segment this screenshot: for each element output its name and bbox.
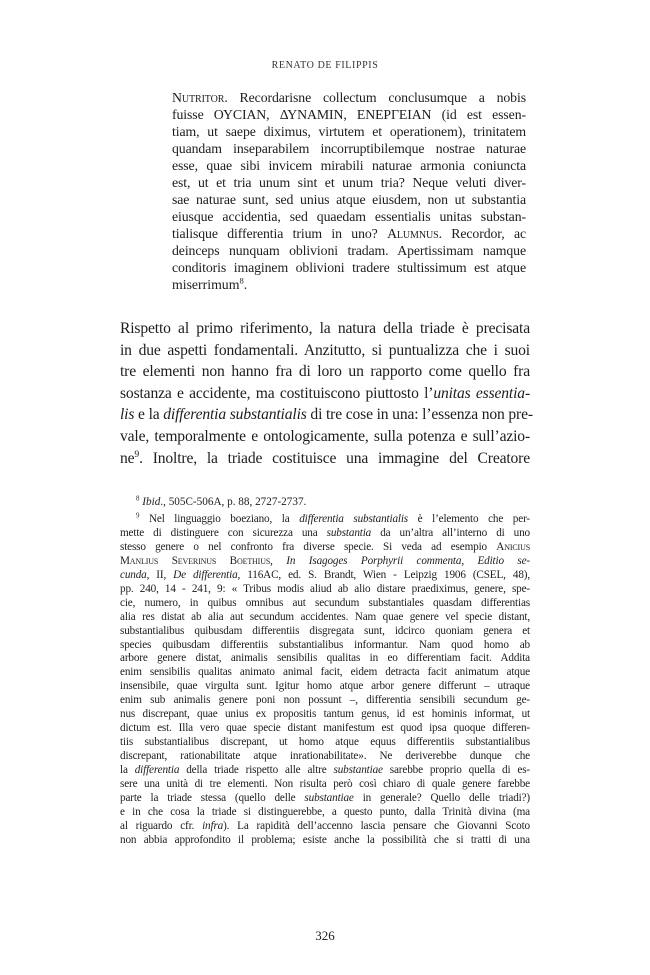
footnote-9-line: enim sensibilis qualitas animato animal facit, eidem detracta facit animatum atque [120, 666, 530, 679]
footnote-9-line: $^9$ Nel linguaggio boeziano, la differentia substantialis è l’elemento che per- [136, 511, 530, 525]
footnote-number: 9 [136, 511, 140, 520]
footnote-9-line: Manlius Severinus Boethius, In Isagoges Porphyrii commenta, Editio se- [120, 554, 531, 567]
footnote-ref[interactable]: 8 [239, 275, 244, 286]
footnote-9-line: discrepant, rationabilitate atque inrationabilitate». Ne deriverebbe dunque che [120, 750, 530, 763]
footnote-9-line: sere una unità di tre elementi. Non risulta però così chiaro di quale genere farebbe [120, 778, 530, 791]
footnote-9-line: dictum est. Illa vero quae specie distant manifestum est quod ipsa quoque differen- [120, 722, 530, 735]
quote-line: tiam, ut saepe diximus, virtutem et operationem), trinitatem [172, 124, 526, 139]
footnote-9-line: e in che cosa la triade si distinguerebbe, a questo punto, dalla Trinità divina (ma [120, 805, 530, 818]
footnote-9-line: insensibile, quae virgulta sunt. Igitur homo atque arbor genere differunt – utraque [120, 680, 530, 693]
footnote-9-line: tiis substantialibus discrepant, ut homo atque equus differentiis substantialibus [120, 736, 530, 749]
body-line: Rispetto al primo riferimento, la natura della triade è precisata [120, 320, 530, 337]
footnote-9-line: enim sub animalis genere poni non possunt –, differentia sensibili secundum ge- [120, 694, 530, 707]
footnote-9-line: arbore genere distat, animalis sensibilis qualitas in eo differentiam facit. Addita [120, 652, 530, 665]
quote-line: fuisse ΟΥCIAN, ΔΥΝΑΜΙΝ, ΕΝΕΡΓΕΙΑΝ (id est essen- [172, 107, 526, 122]
body-line: lis e la differentia substantialis di tre cose in una: l’essenza non pre- [120, 406, 533, 424]
running-head: RENATO DE FILIPPIS [271, 60, 379, 71]
footnote-9-line: parte la triade stessa (quello delle substantiae in generale? Quello delle triadi?) [120, 792, 530, 805]
body-line: tre elementi non hanno fra di loro un rapporto come quello fra [120, 363, 530, 381]
speaker-name: Nutritor [172, 90, 225, 105]
footnote-9-line: al riguardo cfr. infra). La rapidità dell’accenno lascia pensare che Giovanni Scoto [120, 819, 530, 832]
body-line: vale, temporalmente e ontologicamente, sulla potenza e sull’azio- [120, 427, 530, 445]
footnote-9-line: mette di distinguere con sicurezza una substantia da un’altra all’interno di uno [120, 526, 530, 539]
footnote-9-line: species quibusdam differentiis substantialibus informantur. Nam quod homo ab [120, 638, 530, 651]
quote-line: eiusque accidentia, sed quaedam essentialis unitas substan- [172, 209, 526, 224]
page-number: 326 [315, 928, 335, 943]
body-line: in due aspetti fondamentali. Anzitutto, si puntualizza che i suoi [120, 341, 530, 359]
body-line: $ne^9$. Inoltre, la triade costituisce una immagine del Creatore [120, 448, 530, 467]
footnote-9-line: non abbia approfondito il problema; esiste anche la possibilità che si tratti di una [120, 833, 530, 846]
quote-line: quandam inseparabilem incorruptibilemque nostrae naturae [172, 141, 526, 156]
footnote-8: $^8$ Ibid., 505C-506A, p. 88, 2727-2737. [136, 494, 307, 508]
quote-line: est, ut et tria unum sint et unum tria? Neque veluti diver- [172, 175, 526, 190]
footnote-9-line: cunda, II, De differentia, 116AC, ed. S. Brandt, Wien - Leipzig 1906 (CSEL, 48), [120, 568, 530, 581]
footnote-9-line: la differentia della triade rispetto alle altre substantiae sarebbe proprio quella di es- [120, 764, 530, 777]
footnotes [120, 496, 530, 848]
quote-line: deinceps nunquam oblivioni tradam. Apertissimam namque [172, 243, 526, 258]
quote-line: tialisque differentia trium in uno? Alumnus. Recordor, ac [172, 226, 526, 241]
quote-line: conditoris imaginem oblivioni tradere stultissimum est atque [172, 260, 526, 275]
quote-line: Nutritor. Recordarisne collectum conclusumque a nobis [172, 90, 526, 105]
body-paragraph [120, 318, 533, 469]
footnote-9-line: cie, numero, in quibus omnibus aut secundum substantiales quasdam differentias [120, 596, 530, 609]
latin-quotation [172, 89, 526, 293]
quote-line: sae naturae sunt, sed unius atque eiusdem, non ut substantia [172, 192, 526, 207]
quote-line: esse, quae sibi invicem mirabili naturae armonia coniuncta [172, 158, 526, 173]
footnote-ref[interactable]: 9 [134, 448, 140, 460]
footnote-9-line: alia res distat ab alia aut secundum accidentes. Nam quae genere vel specie distant, [120, 610, 530, 623]
speaker-name: Alumnus [387, 226, 439, 241]
footnote-9-line: pp. 240, 14 - 241, 9: « Tribus modis aliud ab alio distare praediximus, genere, spe- [120, 582, 530, 595]
footnote-9-line: substantialibus quibusdam differentiis disgregata sunt, idcirco quoniam genera et [120, 624, 530, 637]
footnote-9-line: stesso genere o nel confronto fra diverse specie. Si veda ad esempio Anicius [120, 540, 530, 553]
footnote-number: 8 [136, 494, 140, 503]
footnote-9-line: nus discrepant, quae unius ex propositis tantum genus, id est hominis informat, ut [120, 708, 530, 721]
body-line: sostanza e accidente, ma costituiscono piuttosto l’unitas essentia- [120, 384, 530, 402]
quote-line: miserrimum$^8$. [172, 275, 248, 292]
